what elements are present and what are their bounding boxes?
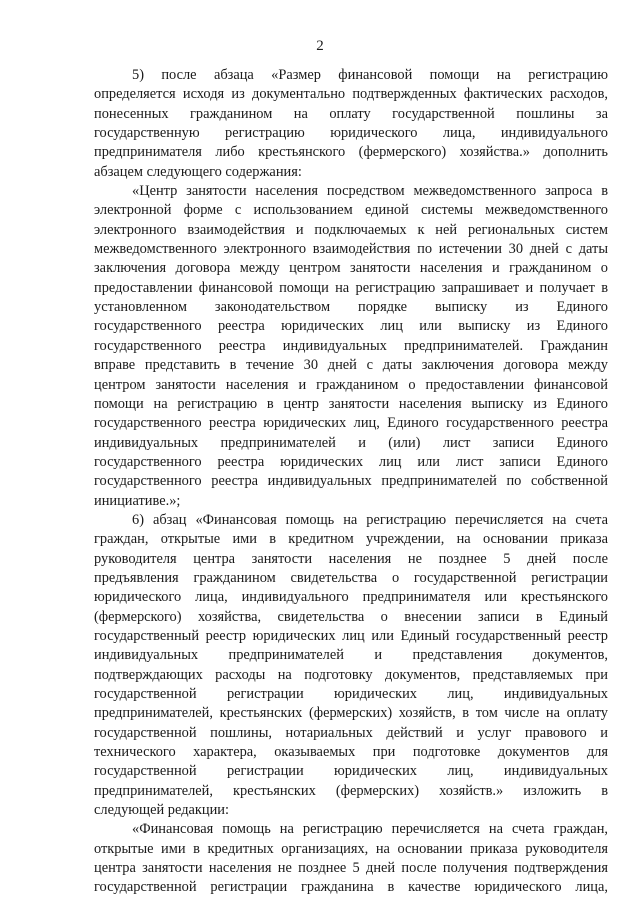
text-line: государственную регистрацию юридического лица, индивидуального (94, 125, 608, 142)
text-line: вправе представить в течение 30 дней с даты заключения договора между (94, 357, 608, 374)
text-line: предпринимателей, крестьянских (фермерских) хозяйств, в том числе на оплату (94, 705, 608, 722)
text-line: 5) после абзаца «Размер финансовой помощи на регистрацию (132, 67, 608, 83)
text-line: подтверждающих расходы на подготовку документов, представляемых при (94, 666, 608, 683)
text-line: центра занятости населения не позднее 5 дней после получения подтверждения (94, 860, 608, 877)
text-line: понесенных гражданином на оплату государственной пошлины за (94, 105, 608, 122)
text-line: абзацем следующего содержания: (94, 163, 302, 180)
text-line: предоставлении финансовой помощи на регистрацию запрашивает и получает в (94, 279, 608, 296)
text-line: следующей редакции: (94, 802, 229, 819)
text-line: руководителя центра занятости населения не позднее 5 дней после (94, 550, 608, 567)
text-line: юридического лица, индивидуального предпринимателя или крестьянского (94, 589, 608, 606)
text-line: государственного реестра юридических лиц или лист записи Единого (94, 453, 608, 470)
text-line: граждан, открытые ими в кредитном учреждении, на основании приказа (94, 531, 608, 548)
text-line: государственной регистрации юридических лиц, индивидуальных (94, 686, 608, 702)
text-line: государственный реестр юридических лиц или Единый государственный реестр (94, 627, 608, 644)
text-line: открытые ими в кредитных организациях, на основании приказа руководителя (94, 840, 608, 857)
text-line: 6) абзац «Финансовая помощь на регистрацию перечисляется на счета (132, 511, 608, 528)
text-line: «Финансовая помощь на регистрацию перечисляется на счета граждан, (132, 821, 608, 838)
text-line: индивидуальных предпринимателей и представления документов, (94, 647, 608, 664)
text-line: предпринимателя либо крестьянского (фермерского) хозяйства.» дополнить (94, 144, 608, 161)
document-body (94, 66, 608, 898)
text-line: технического характера, оказываемых при подготовке документов для (94, 744, 608, 761)
text-line: государственного реестра индивидуальных предпринимателей по собственной (94, 473, 608, 490)
text-line: (фермерского) хозяйства, свидетельства о внесении записи в Единый (94, 608, 608, 625)
text-line: государственного реестра индивидуальных предпринимателей. Гражданин (94, 337, 608, 354)
text-line: центром занятости населения и гражданином о предоставлении финансовой (94, 376, 608, 393)
text-line: электронной форме с использованием единой системы межведомственного (94, 202, 608, 219)
text-line: межведомственного электронного взаимодействия по истечении 30 дней с даты (94, 241, 608, 258)
text-line: индивидуальных предпринимателей и (или) лист записи Единого (94, 434, 608, 451)
text-line: государственного реестра юридических лиц, Единого государственного реестра (94, 415, 608, 432)
text-line: предъявления гражданином свидетельства о государственной регистрации (94, 569, 608, 586)
text-line: установленном законодательством порядке выписку из Единого (94, 299, 608, 316)
text-line: государственного реестра юридических лиц или выписку из Единого (94, 318, 608, 335)
text-line: государственной пошлины, нотариальных действий и услуг правового и (94, 724, 608, 741)
text-line: государственной регистрации гражданина в качестве юридического лица, (94, 879, 608, 896)
text-line: предпринимателей, крестьянских (фермерских) хозяйств.» изложить в (94, 782, 608, 799)
text-line: «Центр занятости населения посредством межведомственного запроса в (132, 183, 608, 200)
text-line: помощи на регистрацию в центр занятости населения выписку из Единого (94, 395, 608, 412)
text-line: инициативе.»; (94, 492, 181, 509)
page-number: 2 (316, 38, 324, 54)
text-line: государственной регистрации юридических лиц, индивидуальных (94, 763, 608, 780)
text-line: электронного взаимодействия и подключаемых к ней региональных систем (94, 221, 608, 238)
text-line: определяется исходя из документально подтвержденных фактических расходов, (94, 86, 608, 103)
text-line: заключения договора между центром занятости населения и гражданином о (94, 260, 608, 277)
